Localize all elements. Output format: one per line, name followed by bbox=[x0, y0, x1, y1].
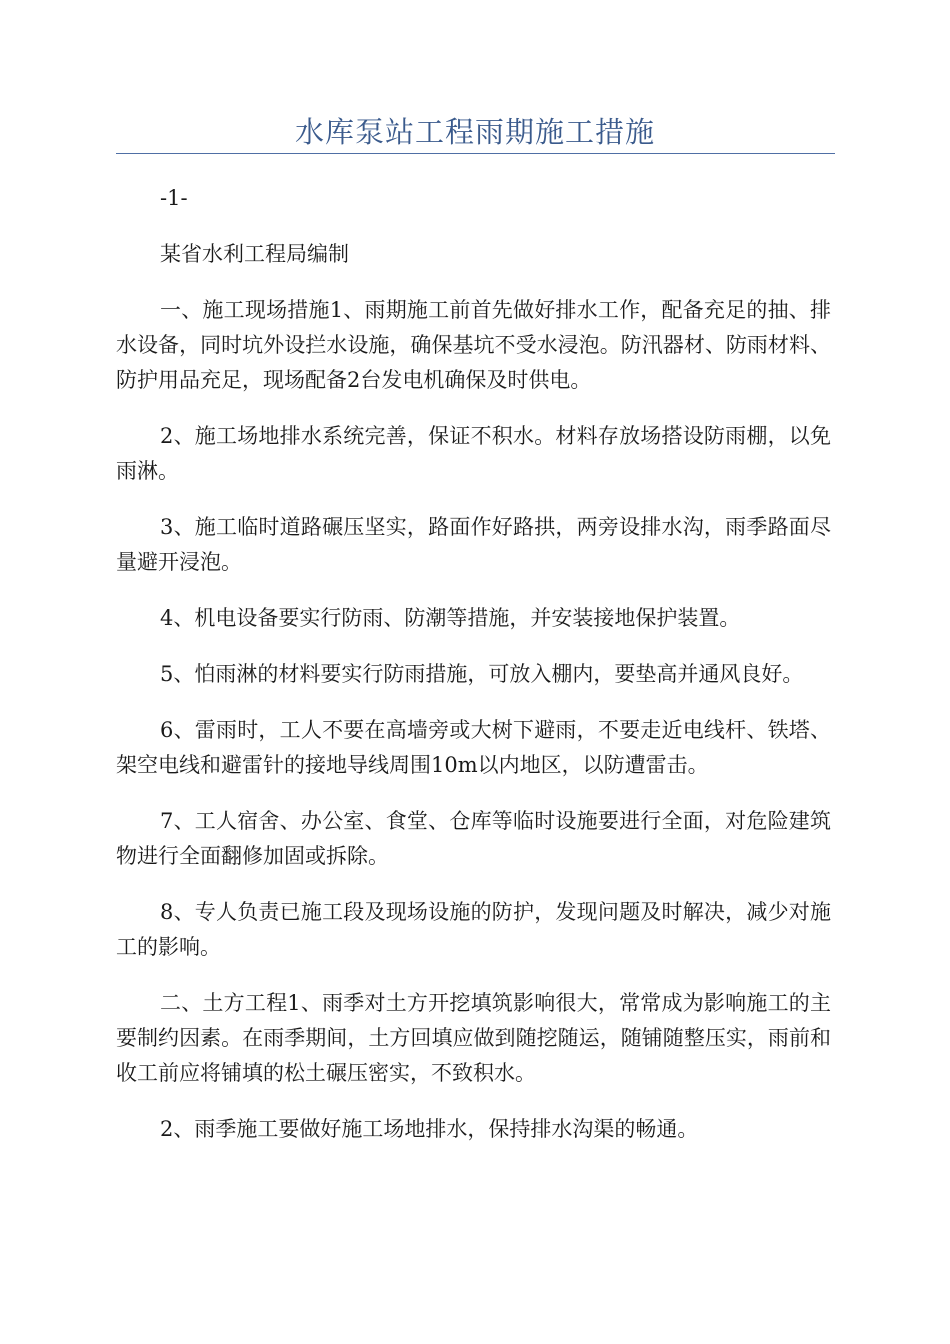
paragraph: 8、专人负责已施工段及现场设施的防护，发现问题及时解决，减少对施工的影响。 bbox=[116, 900, 831, 959]
page-marker: -1- bbox=[160, 186, 188, 210]
document-body bbox=[116, 181, 831, 1168]
paragraph: 2、施工场地排水系统完善，保证不积水。材料存放场搭设防雨棚，以免雨淋。 bbox=[116, 424, 831, 483]
paragraph: 二、土方工程1、雨季对土方开挖填筑影响很大，常常成为影响施工的主要制约因素。在雨季期间，土方回填应做到随挖随运，随铺随整压实，雨前和收工前应将铺填的松土碾压密实，不致积水。 bbox=[116, 991, 831, 1085]
paragraph: 2、雨季施工要做好施工场地排水，保持排水沟渠的畅通。 bbox=[160, 1117, 699, 1141]
paragraph: 4、机电设备要实行防雨、防潮等措施，并安装接地保护装置。 bbox=[160, 606, 741, 630]
paragraph: 7、工人宿舍、办公室、食堂、仓库等临时设施要进行全面，对危险建筑物进行全面翻修加固或拆除。 bbox=[116, 809, 831, 868]
title-underline bbox=[116, 153, 835, 154]
document-title: 水库泵站工程雨期施工措施 bbox=[294, 115, 655, 149]
paragraph: 5、怕雨淋的材料要实行防雨措施，可放入棚内，要垫高并通风良好。 bbox=[160, 662, 804, 686]
paragraph: 3、施工临时道路碾压坚实，路面作好路拱，两旁设排水沟，雨季路面尽量避开浸泡。 bbox=[116, 515, 831, 574]
author-line: 某省水利工程局编制 bbox=[160, 242, 349, 266]
paragraph: 6、雷雨时，工人不要在高墙旁或大树下避雨，不要走近电线杆、铁塔、架空电线和避雷针的接地导线周围10m以内地区，以防遭雷击。 bbox=[116, 718, 831, 777]
paragraph: 一、施工现场措施1、雨期施工前首先做好排水工作，配备充足的抽、排水设备，同时坑外设拦水设施，确保基坑不受水浸泡。防汛器材、防雨材料、防护用品充足，现场配备2台发电机确保及时供电。 bbox=[116, 298, 831, 392]
